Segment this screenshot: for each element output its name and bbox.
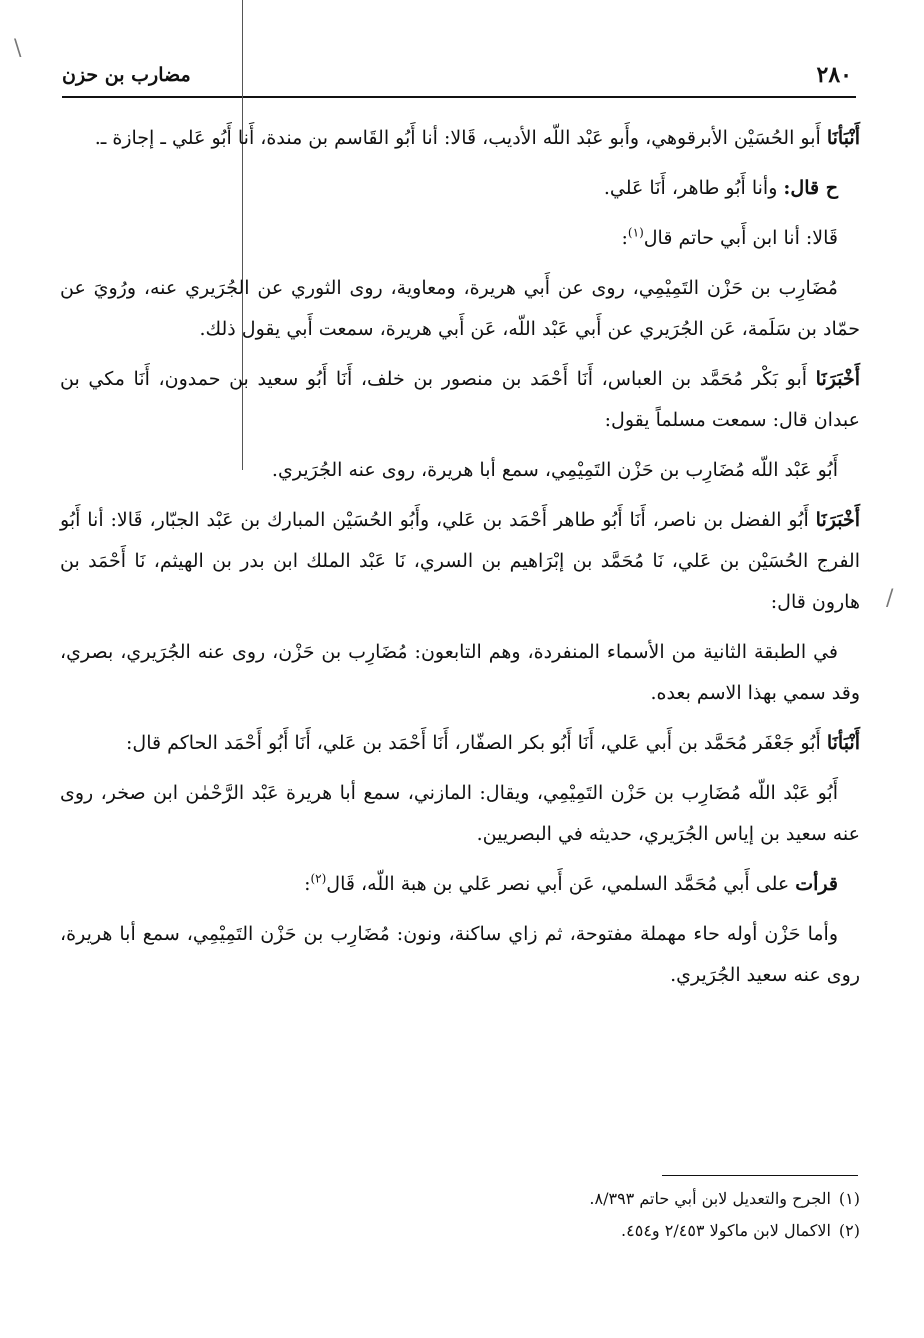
- paragraph-lead: أَنْبَأنَا: [826, 732, 860, 754]
- paragraph: [60, 773, 860, 855]
- paragraph-lead: ح قال:: [783, 177, 838, 199]
- paragraph-text: أَبُو عَبْد اللّه مُضَارِب بن حَزْن التَمِيْمِي، ويقال: المازني، سمع أبا هريرة عَبْد الرَّحْمٰن ابن صخر، روى عنه سعيد بن إياس الجُرَيري، حديثه في البصريين.: [60, 782, 860, 845]
- paragraph-text: أَبُو الفضل بن ناصر، أَنَا أَبُو طاهر أَحْمَد بن عَلي، وأَبُو الحُسَيْن المبارك بن عَبْد الجبّار، قَالا: أنا أَبُو الفرج الحُسَيْن بن عَلي، نَا مُحَمَّد بن إبْرَاهيم بن السري، نَا عَبْد الملك ابن بدر بن الهيثم، نَا أَحْمَد بن هارون قال:: [60, 509, 860, 613]
- page-number: ٢٨٠: [816, 62, 852, 88]
- paragraph-text: وأما حَزْن أوله حاء مهملة مفتوحة، ثم زاي ساكنة، ونون: مُضَارِب بن حَزْن التَمِيْمِي، سمع أبا هريرة، روى عنه سعيد الجُرَيري.: [60, 923, 860, 986]
- footnote-text: الاكمال لابن ماكولا ٢/٤٥٣ و٤٥٤.: [621, 1221, 831, 1240]
- footnote-number: (٢): [838, 1221, 860, 1240]
- paragraph-text: على أَبي مُحَمَّد السلمي، عَن أَبي نصر عَلي بن هبة اللّه، قَال: [326, 873, 796, 895]
- footnote-ref: (٢): [310, 871, 327, 886]
- running-title: مضارب بن حزن: [62, 64, 191, 86]
- page-header: [62, 58, 852, 94]
- paragraph-text: مُضَارِب بن حَزْن التَمِيْمِي، روى عن أَبي هريرة، ومعاوية، روى الثوري عن الجُرَيري عنه، ورُويَ عن حمّاد بن سَلَمة، عَن الجُرَيري عن أَبي عَبْد اللّه، عَن أَبي هريرة، سمعت أَبي يقول ذلك.: [60, 277, 860, 340]
- paragraph-lead: أَنْبَأنَا: [826, 127, 860, 149]
- footnote: [60, 1183, 860, 1215]
- footnote-ref: (١): [627, 225, 644, 240]
- paragraph-text: أَبُو عَبْد اللّه مُضَارِب بن حَزْن التَمِيْمِي، سمع أبا هريرة، روى عنه الجُرَيري.: [271, 459, 838, 481]
- paragraph: [60, 632, 860, 714]
- paragraph: [60, 218, 860, 259]
- paragraph-text: وأنا أَبُو طاهر، أَنَا عَلي.: [603, 177, 784, 199]
- paragraph: [60, 723, 860, 764]
- paragraph: [60, 268, 860, 350]
- paragraph-text: قَالا: أنا ابن أَبي حاتم قال: [643, 227, 838, 249]
- paragraph-lead: أَخْبَرَنَا: [815, 368, 860, 390]
- paragraph: [60, 118, 860, 159]
- header-rule: [62, 96, 856, 98]
- paragraph-tail: :: [304, 873, 311, 895]
- footnotes: [60, 1183, 860, 1247]
- footnote: [60, 1215, 860, 1247]
- paragraph: [60, 359, 860, 441]
- paragraph: [60, 450, 860, 491]
- paragraph-text: في الطبقة الثانية من الأسماء المنفردة، وهم التابعون: مُضَارِب بن حَزْن، روى عنه الجُرَيري، بصري، وقد سمي بهذا الاسم بعده.: [60, 641, 860, 704]
- paragraph-lead: أَخْبَرَنَا: [815, 509, 860, 531]
- footnote-text: الجرح والتعديل لابن أبي حاتم ٨/٣٩٣.: [589, 1189, 831, 1208]
- paragraph-text: أَبو بَكْر مُحَمَّد بن العباس، أَنَا أَحْمَد بن منصور بن خلف، أَنَا أَبُو سعيد بن حمدون، أَنَا مكي بن عبدان قال: سمعت مسلماً يقول:: [60, 368, 860, 431]
- paragraph: [60, 864, 860, 905]
- paragraph-text: أَبو الحُسَيْن الأبرقوهي، وأَبو عَبْد اللّه الأديب، قَالا: أنا أَبُو القَاسم بن مندة، أَنا أَبُو عَلي ـ إجازة ـ.: [94, 127, 827, 149]
- paragraph-tail: :: [621, 227, 628, 249]
- footnote-number: (١): [838, 1189, 860, 1208]
- paragraph-text: أَبُو جَعْفَر مُحَمَّد بن أَبي عَلي، أَنَا أَبُو بكر الصفّار، أَنَا أَحْمَد بن عَلي، أَنَا أَبُو أَحْمَد الحاكم قال:: [125, 732, 827, 754]
- body-text: [60, 118, 860, 1005]
- paragraph: [60, 500, 860, 623]
- paragraph-lead: قرأت: [795, 873, 838, 895]
- margin-mark: \: [14, 36, 22, 61]
- paragraph: [60, 168, 860, 209]
- paragraph: [60, 914, 860, 996]
- footnote-rule: [662, 1175, 858, 1176]
- margin-mark: /: [886, 586, 894, 611]
